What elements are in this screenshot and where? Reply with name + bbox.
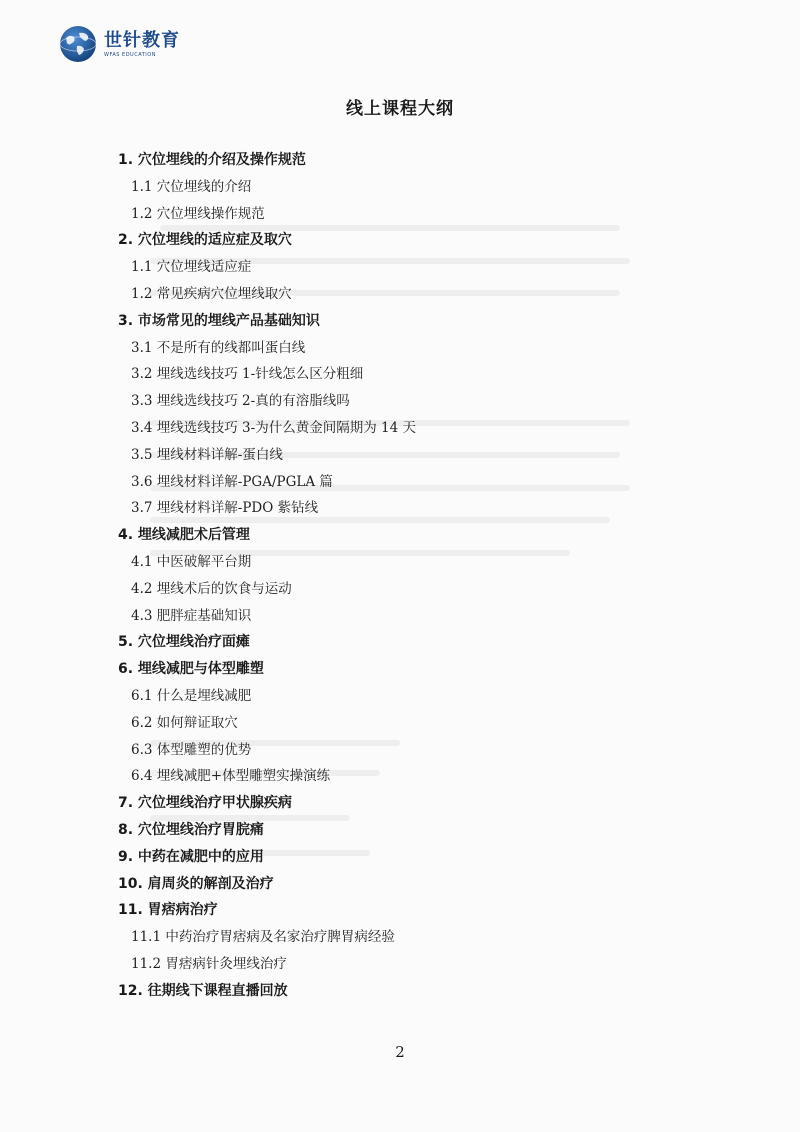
logo-name: 世针教育 bbox=[104, 29, 180, 51]
outline-subsection-item: 4.2 埋线术后的饮食与运动 bbox=[131, 580, 292, 597]
document-title: 线上课程大纲 bbox=[346, 99, 454, 119]
outline-section-item: 1. 穴位埋线的介绍及操作规范 bbox=[118, 152, 306, 168]
outline-subsection-item: 3.4 埋线选线技巧 3-为什么黄金间隔期为 14 天 bbox=[131, 419, 416, 436]
page-number: 2 bbox=[395, 1043, 405, 1061]
outline-section-item: 8. 穴位埋线治疗胃脘痛 bbox=[118, 821, 264, 838]
outline-subsection-item: 6.4 埋线减肥+体型雕塑实操演练 bbox=[131, 768, 331, 785]
outline-subsection-item: 11.2 胃痞病针灸埋线治疗 bbox=[131, 955, 287, 972]
outline-subsection-item: 3.3 埋线选线技巧 2-真的有溶脂线吗 bbox=[131, 393, 350, 410]
outline-subsection-item: 6.3 体型雕塑的优势 bbox=[131, 741, 252, 758]
outline-subsection-item: 1.1 穴位埋线的介绍 bbox=[131, 178, 252, 195]
outline-subsection-item: 4.1 中医破解平台期 bbox=[131, 553, 252, 570]
outline-section-item: 5. 穴位埋线治疗面瘫 bbox=[118, 634, 250, 651]
outline-section-item: 6. 埋线减肥与体型雕塑 bbox=[118, 661, 264, 678]
outline-subsection-item: 11.1 中药治疗胃痞病及名家治疗脾胃病经验 bbox=[131, 929, 395, 946]
outline-section-item: 3. 市场常见的埋线产品基础知识 bbox=[118, 312, 320, 329]
outline-section-item: 11. 胃痞病治疗 bbox=[118, 902, 218, 919]
outline-subsection-item: 3.5 埋线材料详解-蛋白线 bbox=[131, 446, 283, 463]
outline-subsection-item: 6.1 什么是埋线减肥 bbox=[131, 687, 252, 704]
outline-section-item: 4. 埋线减肥术后管理 bbox=[118, 527, 250, 544]
globe-logo-icon bbox=[58, 24, 98, 64]
outline-subsection-item: 3.1 不是所有的线都叫蛋白线 bbox=[131, 339, 306, 356]
outline-section-item: 2. 穴位埋线的适应症及取穴 bbox=[118, 232, 292, 249]
brand-logo bbox=[58, 24, 180, 64]
outline-subsection-item: 1.1 穴位埋线适应症 bbox=[131, 259, 252, 276]
outline-subsection-item: 6.2 如何辩证取穴 bbox=[131, 714, 238, 731]
logo-tagline: WFAS EDUCATION bbox=[104, 51, 156, 58]
outline-subsection-item: 3.6 埋线材料详解-PGA/PGLA 篇 bbox=[131, 473, 333, 490]
outline-subsection-item: 3.2 埋线选线技巧 1-针线怎么区分粗细 bbox=[131, 366, 364, 383]
outline-subsection-item: 4.3 肥胖症基础知识 bbox=[131, 607, 252, 624]
outline-section-item: 12. 往期线下课程直播回放 bbox=[118, 982, 288, 999]
outline-section-item: 9. 中药在减肥中的应用 bbox=[118, 848, 264, 865]
course-outline-list bbox=[0, 147, 800, 1005]
outline-subsection-item: 3.7 埋线材料详解-PDO 紫钻线 bbox=[131, 500, 319, 517]
outline-section-item: 7. 穴位埋线治疗甲状腺疾病 bbox=[118, 795, 292, 812]
outline-subsection-item: 1.2 穴位埋线操作规范 bbox=[131, 205, 265, 222]
outline-section-item: 10. 肩周炎的解剖及治疗 bbox=[118, 875, 274, 892]
outline-subsection-item: 1.2 常见疾病穴位埋线取穴 bbox=[131, 285, 292, 302]
